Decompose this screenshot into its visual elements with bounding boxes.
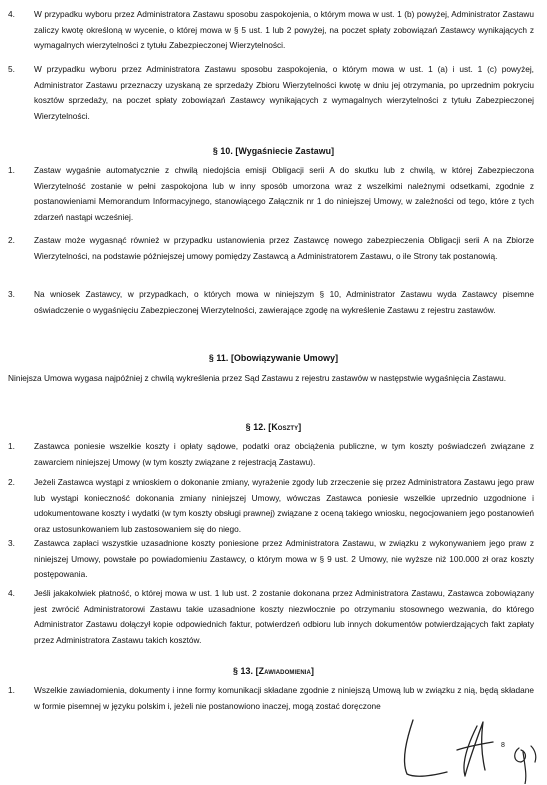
item-text: Wszelkie zawiadomienia, dokumenty i inne formy komunikacji składane zgodnie z niniejszą Umową lub w związku z nią, będą składane w formie pisemnej w języku polskim i, jeżeli nie postanowiono inaczej, mogą zostać doręczone — [34, 685, 534, 711]
item-text: W przypadku wyboru przez Administratora Zastawu sposobu zaspokojenia, o którym mowa w ust. 1 (a) i ust. 1 (c) powyżej, Administrator Zastawu przeznaczy uzyskaną ze sprzedaży Zbioru Wierzytelności kwotę w dniu jej otrzymania, po uprzednim pokryciu kosztów sprzedaży, na poczet spłaty zobowiązań Zastawcy wynikających z wymagalnych wierzytelności z tytułu Zabezpieczonej Wierzytelności. — [34, 64, 534, 121]
item-text: Na wniosek Zastawcy, w przypadkach, o których mowa w niniejszym § 10, Administrator Zastawu wyda Zastawcy pisemne oświadczenie o wygaśnięciu Zabezpieczonej Wierzytelności, zawierające zgodę na wykreślenie Zastawu z rejestru zastawów. — [34, 289, 534, 315]
item-number: 3. — [8, 538, 15, 548]
page-number: 8 — [501, 742, 505, 749]
item-number: 1. — [8, 441, 15, 451]
item-number: 4. — [8, 9, 15, 19]
item-text: Jeżeli Zastawca wystąpi z wnioskiem o dokonanie zmiany, wyrażenie zgody lub zrzeczenie się przez Administratora Zastawu jego praw lub wystąpi konieczność dokonania zmiany niniejszej Umowy, wówczas Zastawca poniesie wszelkie uprzednio uzgodnione i udokumentowane koszty i wydatki (w tym koszty obsługi prawnej) związane z oceną takiego wniosku, negocjowaniem jego postanowień oraz ustosunkowaniem lub zastosowaniem się do niego. — [34, 477, 534, 534]
section-12-heading — [0, 422, 547, 432]
list-item — [8, 586, 534, 648]
section-10-heading: § 10. [Wygaśniecie Zastawu] — [212, 146, 335, 156]
list-item — [8, 233, 534, 264]
item-number: 5. — [8, 64, 15, 74]
item-text: Zastawca zapłaci wszystkie uzasadnione koszty poniesione przez Administratora Zastawu, w związku z wykonywaniem jego praw z niniejszej Umowy, powstałe po powiadomieniu Zastawcy, o którym mowa w § 9 ust. 2 Umowy, nie wyższe niż 100.000 zł oraz koszty postępowania. — [34, 538, 534, 580]
list-item — [8, 287, 534, 318]
list-item — [8, 7, 534, 54]
item-text: Zastaw może wygasnąć również w przypadku ustanowienia przez Zastawcę nowego zabezpieczenia Obligacji serii A na Zbiorze Wierzytelności, na podstawie późniejszej umowy pomiędzy Zastawcą a Administratorem Zastawu, o ile Strony tak postanowią. — [34, 235, 534, 261]
item-text: Jeśli jakakolwiek płatność, o której mowa w ust. 1 lub ust. 2 zostanie dokonana przez Administratora Zastawu, Zastawca zobowiązany jest zwrócić Administratorowi Zastawu takie uzasadnione koszty niezwłocznie po otrzymaniu stosownego wezwania, do którego Administrator Zastawu dołączył kopie odpowiednich faktur, potwierdzeń odbioru lub innych dokumentów potwierdzających fakt zapłaty przez Administratora Zastawu takich kosztów. — [34, 588, 534, 645]
item-text: Zastawca poniesie wszelkie koszty i opłaty sądowe, podatki oraz obciążenia publiczne, w tym koszty poświadczeń związane z zawarciem niniejszej Umowy (w tym koszty związane z rejestracją Zastawu). — [34, 441, 534, 467]
heading-prefix: § 12. [ — [245, 422, 272, 432]
list-item — [8, 475, 534, 537]
list-item — [8, 163, 534, 225]
list-item — [8, 62, 534, 124]
signature-initials — [395, 712, 545, 784]
list-item — [8, 683, 534, 714]
heading-prefix: § 13. [ — [232, 666, 259, 676]
item-number: 1. — [8, 165, 15, 175]
item-text: Zastaw wygaśnie automatycznie z chwilą niedojścia emisji Obligacji serii A do skutku lub z chwilą, w której Zabezpieczona Wierzytelność zostanie w pełni zaspokojona lub w inny sposób umorzona wraz z wszelkimi należnymi odsetkami, zgodnie z postanowieniami Memorandum Informacyjnego, stanowiącego Załącznik nr 1 do niniejszej Umowy, w zależności od tego, które z tych zdarzeń nastąpi wcześniej. — [34, 165, 534, 222]
list-item — [8, 439, 534, 470]
section-11-heading: § 11. [Obowiązywanie Umowy] — [208, 353, 339, 363]
list-item — [8, 536, 534, 583]
item-number: 2. — [8, 477, 15, 487]
heading-word: Zawiadomienia — [258, 666, 311, 676]
item-text: W przypadku wyboru przez Administratora Zastawu sposobu zaspokojenia, o którym mowa w ust. 1 (b) powyżej, Administrator Zastawu zaliczy kwotę określoną w wycenie, o której mowa w § 5 ust. 1 lub 2 powyżej, na poczet spłaty zobowiązań Zastawcy wynikających z wymagalnych wierzytelności z tytułu Zabezpieczonej Wierzytelności. — [34, 9, 534, 51]
heading-suffix: ] — [298, 422, 302, 432]
item-number: 2. — [8, 235, 15, 245]
section-13-heading — [0, 666, 547, 676]
item-number: 3. — [8, 289, 15, 299]
item-number: 4. — [8, 588, 15, 598]
heading-suffix: ] — [310, 666, 314, 676]
section-11-text: Niniejsza Umowa wygasa najpóźniej z chwilą wykreślenia przez Sąd Zastawu z rejestru zastawów w następstwie wygaśnięcia Zastawu. — [8, 373, 507, 383]
item-number: 1. — [8, 685, 15, 695]
heading-word: Koszty — [271, 422, 299, 432]
